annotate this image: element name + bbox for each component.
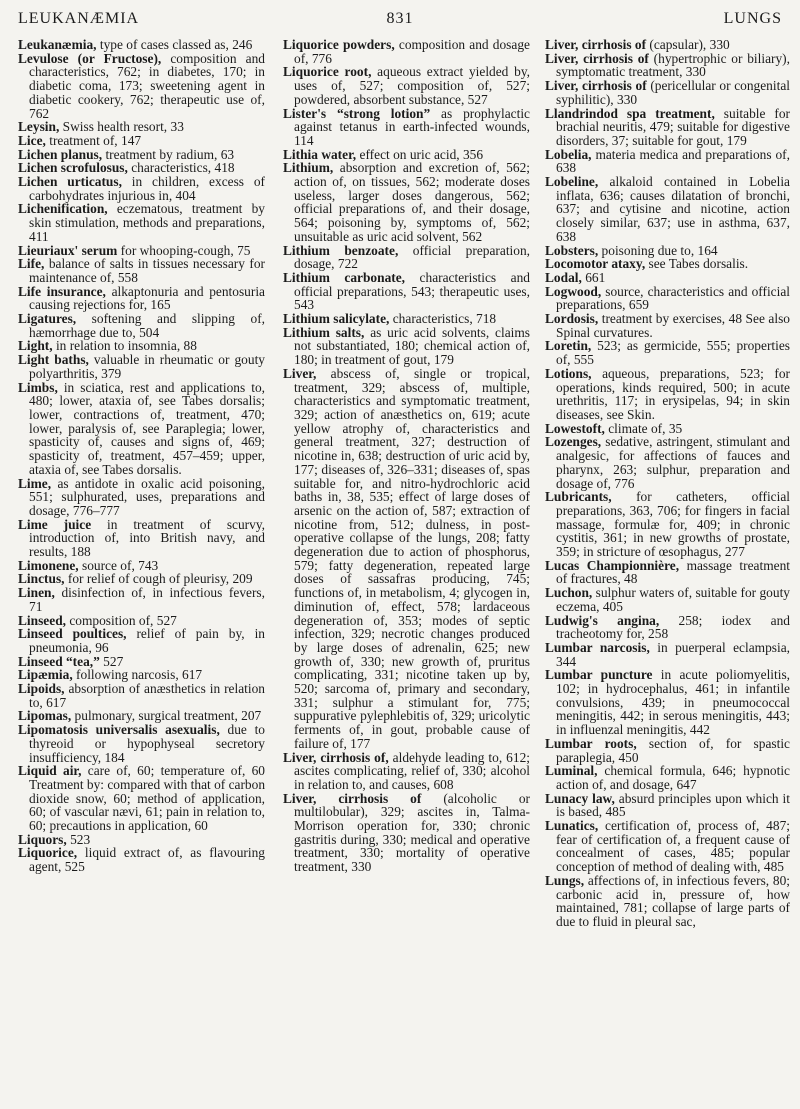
entry-headword: Lithium salts, (283, 324, 365, 340)
index-entry (283, 751, 530, 792)
index-entry (283, 326, 530, 367)
entry-text: source, characteristics and official preparations, 659 (556, 283, 790, 313)
entry-headword: Liquid air, (18, 763, 82, 779)
index-entry (18, 52, 265, 121)
entry-headword: Lumbar roots, (545, 735, 637, 751)
entry-text: characteristics, 418 (127, 160, 235, 176)
entry-headword: Lumbar puncture (545, 667, 653, 683)
entry-text: (hypertrophic or biliary), symptomatic treatment, 330 (556, 50, 790, 80)
entry-text: in acute poliomyelitis, 102; in hydrocephalus, 461; in infantile convulsions, 439; in pneumococcal meningitis, 442; in serous meningitis, 443; in influenzal meningitis, 442 (556, 667, 790, 738)
entry-headword: Lodal, (545, 269, 582, 285)
index-entry (545, 819, 790, 874)
entry-text: chemical formula, 646; hypnotic action of, and dosage, 647 (556, 763, 790, 792)
entry-headword: Liver, cirrhosis of (283, 790, 422, 806)
entry-text: relief of pain by, in pneumonia, 96 (29, 626, 265, 655)
index-entry (18, 257, 265, 284)
entry-headword: Lowestoft, (545, 420, 605, 436)
entry-text: 523; as germicide, 555; properties of, 555 (556, 338, 790, 368)
entry-text: treatment by radium, 63 (102, 146, 235, 162)
index-entry (545, 52, 790, 79)
entry-headword: Lice, (18, 132, 46, 148)
entry-headword: Lucas Championnière, (545, 557, 680, 573)
entry-headword: Lithium salicylate, (283, 311, 390, 327)
index-entry (283, 792, 530, 874)
index-entry (18, 175, 265, 202)
entry-headword: Liver, cirrhosis of (545, 78, 647, 94)
index-entry (18, 764, 265, 833)
entry-headword: Liquorice powders, (283, 38, 395, 52)
entry-text: absurd principles upon which it is based, 485 (556, 790, 790, 820)
entry-headword: Linen, (18, 585, 55, 601)
entry-headword: Limbs, (18, 379, 58, 395)
entry-headword: Lordosis, (545, 311, 599, 327)
index-entry (18, 572, 265, 586)
entry-headword: Lime juice (18, 516, 92, 532)
entry-headword: Linctus, (18, 571, 65, 587)
entry-headword: Lunatics, (545, 818, 599, 834)
entry-text: materia medica and preparations of, 638 (556, 146, 790, 176)
entry-text: alkaloid contained in Lobelia inflata, 636; causes dilatation of bronchi, 637; and cytisine and nicotine, action closely similar, 637; use in asthma, 637, 638 (556, 174, 790, 244)
entry-text: following narcosis, 617 (72, 667, 203, 683)
entry-headword: Lobelia, (545, 146, 592, 162)
entry-headword: Luminal, (545, 763, 598, 779)
entry-text: liquid extract of, as flavouring agent, 525 (29, 845, 265, 875)
entry-text: aqueous, preparations, 523; for operations, kinds required, 500; in acute urethritis, 117; in erysipelas, 94; in skin diseases, see Skin. (556, 365, 790, 422)
entry-headword: Lungs, (545, 872, 585, 888)
entry-text: type of cases classed as, 246 (96, 38, 253, 52)
entry-text: official preparation, dosage, 722 (294, 242, 530, 272)
index-entry (545, 586, 790, 613)
index-entry (18, 134, 265, 148)
index-entry (18, 682, 265, 709)
entry-text: poisoning due to, 164 (598, 242, 718, 258)
index-entry (18, 161, 265, 175)
entry-text: 523 (66, 831, 91, 847)
index-column-1 (18, 38, 265, 1106)
entry-text: in puerperal eclampsia, 344 (556, 639, 790, 669)
entry-headword: Lipomatosis universalis asexualis, (18, 722, 220, 738)
index-entry (545, 79, 790, 106)
index-entry (283, 244, 530, 271)
entry-text: alkaptonuria and pentosuria causing rejections for, 165 (29, 283, 265, 313)
entry-headword: Llandrindod spa treatment, (545, 105, 715, 121)
index-entry (545, 257, 790, 271)
index-entry (18, 614, 265, 628)
index-entry (545, 764, 790, 791)
index-entry (18, 586, 265, 613)
index-entry (545, 874, 790, 929)
index-entry (283, 148, 530, 162)
index-entry (18, 833, 265, 847)
entry-text: valuable in rheumatic or gouty polyarthritis, 379 (29, 352, 265, 381)
entry-text: source of, 743 (78, 557, 159, 573)
index-entry (18, 477, 265, 518)
entry-headword: Lotions, (545, 365, 592, 381)
entry-headword: Liver, cirrhosis of (545, 50, 649, 66)
index-entry (18, 723, 265, 764)
entry-headword: Lumbar narcosis, (545, 639, 650, 655)
entry-text: (capsular), 330 (646, 38, 730, 52)
entry-headword: Lozenges, (545, 434, 602, 450)
entry-text: balance of salts in tissues necessary for maintenance of, 558 (29, 256, 265, 285)
index-entry (18, 627, 265, 654)
index-entry (283, 38, 530, 65)
entry-text: softening and slipping of, hæmorrhage due to, 504 (29, 311, 265, 340)
entry-text: sedative, astringent, stimulant and analgesic, for affections of fauces and pharynx, 263; sulphur, preparation and dosage of, 776 (556, 434, 790, 491)
page-number: 831 (386, 10, 414, 27)
entry-text: pulmonary, surgical treatment, 207 (71, 708, 262, 724)
entry-text: eczematous, treatment by skin stimulation, methods and preparations, 411 (29, 201, 265, 244)
entry-headword: Lime, (18, 475, 52, 491)
entry-text: absorption and excretion of, 562; action of, on tissues, 562; moderate doses useless, larger doses dangerous, 562; official preparations of, and their dosage, 564; poisoning by, symptoms of, 562; unsuitable as uric acid solvent, 562 (294, 160, 530, 244)
entry-text: 258; iodex and tracheotomy for, 258 (556, 612, 790, 642)
entry-headword: Liver, cirrhosis of (545, 38, 647, 52)
index-entry (545, 175, 790, 244)
index-entry (545, 367, 790, 422)
entry-text: climate of, 35 (604, 420, 683, 436)
entry-text: care of, 60; temperature of, 60 Treatment by: compared with that of carbon dioxide snow, 60; method of application, 60; of vascular nævi, 61; pain in relation to, 60; precautions in application, 60 (29, 763, 265, 834)
entry-text: characteristics, 718 (389, 311, 497, 327)
entry-headword: Loretin, (545, 338, 592, 354)
index-entry (283, 271, 530, 312)
entry-text: for relief of cough of pleurisy, 209 (64, 571, 253, 587)
entry-text: Swiss health resort, 33 (59, 119, 184, 135)
index-column-2 (283, 38, 530, 1106)
entry-text: affections of, in infectious fevers, 80; carbonic acid in, pressure of, how maintained, 781; collapse of large parts of due to fluid in pleural sac, (556, 872, 790, 929)
index-entry (18, 38, 265, 52)
entry-text: treatment by exercises, 48 See also Spinal curvatures. (556, 311, 790, 340)
entry-text: treatment of, 147 (45, 132, 142, 148)
index-entry (545, 614, 790, 641)
index-entry (18, 353, 265, 380)
entry-text: 661 (581, 269, 606, 285)
entry-text: as antidote in oxalic acid poisoning, 551; sulphurated, uses, preparations and dosage, 776–777 (29, 475, 265, 518)
entry-headword: Lithium benzoate, (283, 242, 399, 258)
index-entry (545, 422, 790, 436)
entry-headword: Linseed poultices, (18, 626, 127, 642)
entry-headword: Liquors, (18, 831, 67, 847)
entry-text: aqueous extract yielded by, uses of, 527; composition of, 527; powdered, absorbent substance, 527 (294, 64, 530, 107)
entry-headword: Lobeline, (545, 174, 599, 190)
entry-text: as prophylactic against tetanus in earth-infected wounds, 114 (294, 105, 530, 148)
index-entry (18, 202, 265, 243)
entry-headword: Liver, (283, 365, 317, 381)
entry-text: characteristics and official preparations, 543; therapeutic uses, 543 (294, 269, 530, 313)
entry-text: composition and dosage of, 776 (294, 38, 530, 66)
entry-headword: Lithium carbonate, (283, 269, 406, 285)
index-entry (18, 120, 265, 134)
entry-text: see Tabes dorsalis. (645, 256, 749, 272)
entry-headword: Locomotor ataxy, (545, 256, 646, 272)
entry-headword: Ligatures, (18, 311, 77, 327)
index-entry (545, 107, 790, 148)
entry-text: section of, for spastic paraplegia, 450 (556, 735, 790, 765)
entry-headword: Life, (18, 256, 45, 272)
entry-text: for whooping-cough, 75 (117, 242, 251, 258)
entry-headword: Light baths, (18, 352, 89, 368)
entry-headword: Linseed “tea,” (18, 653, 100, 669)
entry-headword: Ludwig's angina, (545, 612, 660, 628)
index-entry (283, 65, 530, 106)
index-entry (283, 107, 530, 148)
index-entry (18, 559, 265, 573)
index-entry (545, 435, 790, 490)
entry-headword: Linseed, (18, 612, 66, 628)
entry-text: abscess of, single or tropical, treatment, 329; abscess of, multiple, characteristics and symptomatic treatment, 329; action of anæsthetics on, 619; acute yellow atrophy of, characteristics and general treatment, 327; destruction of nicotine in, 638; destruction of uric acid by, 177; diseases of, 326–331; diseases of, spas suitable for, and nitro-hydrochloric acid baths in, 38, 535; effect of large doses of arsenic on the action of, 587; extraction of nicotine from, 512; dulness, in post-operative collapse of the lungs, 208; fatty degeneration due to action of phosphorus, 579; fatty degeneration, repeated large doses of sassafras producing, 745; functions of, in metabolism, 4; glycogen in, diminution of, effect, 578; lardaceous degeneration of, 353; modes of septic infection, 329; necrotic changes produced by large doses of adrenalin, 625; new growth of, 330; new growth of, pruritus complicating, 331; nicotine taken up by, 520; sarcoma of, primary and secondary, 331; sulphur a stimulant for, 775; suppurative pylephlebitis of, 329; uricolytic ferments of, in gout, probable cause of failure of, 177 (294, 365, 530, 751)
entry-text: suitable for brachial neuritis, 479; suitable for digestive disorders, 37; suitable for gout, 179 (556, 105, 790, 148)
entry-headword: Liquorice root, (283, 64, 372, 80)
entry-text: in relation to insomnia, 88 (52, 338, 197, 354)
index-entry (283, 161, 530, 243)
entry-headword: Limonene, (18, 557, 79, 573)
entry-headword: Life insurance, (18, 283, 106, 299)
entry-headword: Logwood, (545, 283, 602, 299)
entry-headword: Lithia water, (283, 146, 357, 162)
index-entry (545, 339, 790, 366)
entry-headword: Lichen scrofulosus, (18, 160, 128, 176)
entry-text: composition and characteristics, 762; in diabetes, 170; in diabetic coma, 173; sweetening agent in diabetic cookery, 762; therapeutic use of, 762 (29, 50, 265, 121)
index-entry (18, 518, 265, 559)
index-entry (18, 381, 265, 477)
entry-headword: Lichenification, (18, 201, 108, 217)
index-entry (545, 312, 790, 339)
header-left-word: LEUKANÆMIA (18, 10, 140, 27)
header-right-word: LUNGS (723, 10, 782, 27)
index-entry (545, 285, 790, 312)
entry-headword: Liver, cirrhosis of, (283, 749, 389, 765)
entry-text: sulphur waters of, suitable for gouty eczema, 405 (556, 585, 790, 614)
entry-text: in treatment of scurvy, introduction of, into British navy, and results, 188 (29, 516, 265, 560)
entry-text: (alcoholic or multilobular), 329; ascites in, Talma-Morrison operation for, 330; chronic gastritis during, 330; medical and operative treatment, 330; mortality of operative treatment, 330 (294, 790, 530, 875)
index-entry (545, 737, 790, 764)
entry-text: 527 (99, 653, 124, 669)
entry-headword: Liquorice, (18, 845, 78, 861)
index-entry (545, 38, 790, 52)
entry-text: aldehyde leading to, 612; ascites complicating, relief of, 330; alcohol in relation to, and causes, 608 (294, 749, 530, 792)
entry-text: effect on uric acid, 356 (356, 146, 484, 162)
index-entry (18, 709, 265, 723)
index-entry (18, 339, 265, 353)
index-entry (545, 641, 790, 668)
entry-headword: Lipoids, (18, 681, 65, 697)
entry-text: as uric acid solvents, claims not substantiated, 180; chemical action of, 180; in treatment of gout, 179 (294, 324, 530, 368)
index-entry (18, 285, 265, 312)
entry-headword: Lunacy law, (545, 790, 615, 806)
entry-headword: Luchon, (545, 585, 593, 601)
index-entry (18, 244, 265, 258)
entry-headword: Lobsters, (545, 242, 599, 258)
index-entry (545, 668, 790, 737)
entry-text: in children, excess of carbohydrates injurious in, 404 (29, 174, 265, 203)
entry-text: for catheters, official preparations, 363, 706; for fingers in facial massage, formulæ for, 409; in chronic cystitis, 361; in new growths of prostate, 359; in stricture of œsophagus, 277 (556, 489, 790, 560)
index-entry (545, 792, 790, 819)
index-entry (545, 490, 790, 559)
entry-headword: Leysin, (18, 119, 60, 135)
entry-headword: Lipæmia, (18, 667, 73, 683)
entry-text: in sciatica, rest and applications to, 480; lower, ataxia of, see Tabes dorsalis; lower, contractions of, treatment, 470; lower, paralysis of, see Paraplegia; lower, spasticity of, causes and signs of, 469; spasticity of, treatment, 457–459; upper, ataxia of, see Tabes dorsalis. (29, 379, 265, 477)
index-entry (545, 559, 790, 586)
index-entry (545, 271, 790, 285)
index-column-3 (545, 38, 790, 1106)
entry-headword: Lichen urticatus, (18, 174, 122, 190)
entry-text: disinfection of, in infectious fevers, 71 (29, 585, 265, 614)
entry-headword: Lieuriaux' serum (18, 242, 118, 258)
entry-text: composition of, 527 (66, 612, 177, 628)
entry-text: certification of, process of, 487; fear of certification of, a frequent cause of concealment of cases, 485; popular conception of method of dealing with, 485 (556, 818, 790, 875)
entry-headword: Light, (18, 338, 53, 354)
entry-headword: Lichen planus, (18, 146, 103, 162)
index-entry (18, 668, 265, 682)
entry-text: (pericellular or congenital syphilitic), 330 (556, 78, 790, 107)
entry-headword: Levulose (or Fructose), (18, 50, 162, 66)
entry-headword: Leukanæmia, (18, 38, 97, 52)
index-entry (18, 846, 265, 873)
entry-headword: Lithium, (283, 160, 334, 176)
entry-text: massage treatment of fractures, 48 (556, 557, 790, 587)
running-header (18, 10, 782, 36)
entry-text: due to thyreoid or hypophyseal secretory insufficiency, 184 (29, 722, 265, 765)
index-entry (18, 655, 265, 669)
entry-headword: Lipomas, (18, 708, 72, 724)
entry-headword: Lister's “strong lotion” (283, 105, 431, 121)
index-entry (283, 312, 530, 326)
index-entry (283, 367, 530, 751)
index-entry (18, 312, 265, 339)
index-entry (545, 244, 790, 258)
index-entry (18, 148, 265, 162)
entry-text: absorption of anæsthetics in relation to, 617 (29, 681, 265, 710)
entry-headword: Lubricants, (545, 489, 612, 505)
index-entry (545, 148, 790, 175)
